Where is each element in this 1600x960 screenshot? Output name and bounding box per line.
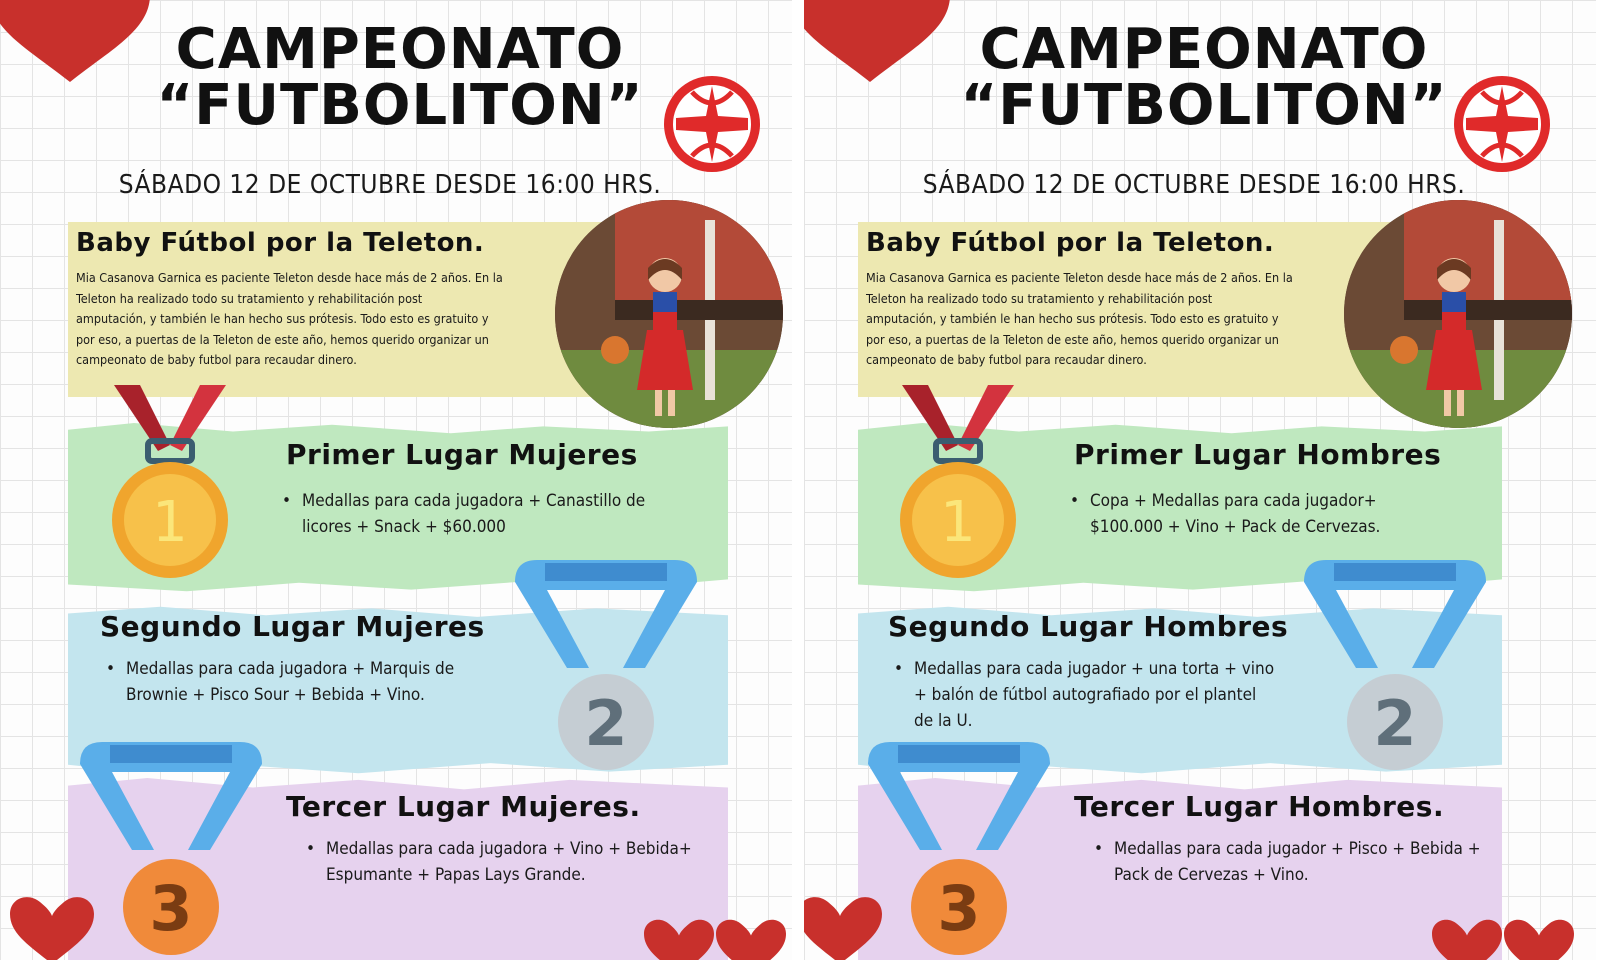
patient-photo [555,200,783,428]
prize-line: Copa + Medallas para cada jugador+ [1090,491,1377,511]
prize-line: Medallas para cada jugadora + Canastillo de [302,491,646,511]
medal-number: 1 [152,490,188,555]
medal-number: 1 [940,490,976,555]
bullet-icon: • [894,659,904,679]
gold-medal-icon [896,385,1020,580]
medal-number: 2 [1373,687,1417,760]
silver-medal-icon [515,560,697,775]
prize-line: $100.000 + Vino + Pack de Cervezas. [1090,517,1381,537]
intro-line: campeonato de baby futbol para recaudar dinero. [76,352,357,367]
prize-line: Pack de Cervezas + Vino. [1114,865,1309,885]
prize-line: Medallas para cada jugador + Pisco + Bebida + [1114,839,1481,859]
second-place-prizes [894,656,1314,734]
bullet-icon: • [1070,491,1080,511]
medal-number: 3 [937,872,981,945]
prize-line: Medallas para cada jugadora + Vino + Bebida+ [326,839,692,859]
prize-line: Medallas para cada jugador + una torta + vino [914,659,1275,679]
title-line2: “FUTBOLITON” [156,73,644,138]
first-place-prizes [1070,488,1470,540]
second-place-prizes [106,656,506,708]
prize-line: Brownie + Pisco Sour + Bebida + Vino. [126,685,425,705]
second-place-title: Segundo Lugar Hombres [888,610,1289,643]
second-place-title: Segundo Lugar Mujeres [100,610,485,643]
intro-text [866,268,1346,371]
heart-icon [804,896,882,960]
heart-icon [10,896,94,960]
prize-line: de la U. [914,711,973,731]
bronze-medal-icon [868,742,1050,960]
intro-line: Teleton ha realizado todo su tratamiento y rehabilitación post [866,290,1213,306]
club-logo-icon [1452,74,1552,174]
intro-line: Mia Casanova Garnica es paciente Teleton desde hace más de 2 años. En la [866,270,1293,285]
prize-line: licores + Snack + $60.000 [302,517,506,537]
gold-medal-icon [108,385,232,580]
silver-medal-icon [1304,560,1486,775]
intro-line: por eso, a puertas de la Teleton de este año, hemos querido organizar un [866,331,1279,347]
title-line2: “FUTBOLITON” [960,73,1448,138]
bullet-icon: • [282,491,292,511]
third-place-prizes [306,836,706,888]
bullet-icon: • [106,659,116,679]
intro-line: amputación, y también le han hecho sus prótesis. Todo esto es gratuito y [76,311,489,326]
event-date: SÁBADO 12 DE OCTUBRE DESDE 16:00 HRS. [118,170,662,200]
intro-heading: Baby Fútbol por la Teleton. [866,228,1275,258]
intro-line: Mia Casanova Garnica es paciente Teleton desde hace más de 2 años. En la [76,270,503,285]
bullet-icon: • [306,839,316,859]
intro-text [76,268,556,371]
heart-icon [1432,918,1502,960]
first-place-title: Primer Lugar Mujeres [286,438,638,471]
intro-line: por eso, a puertas de la Teleton de este año, hemos querido organizar un [76,331,489,347]
third-place-prizes [1094,836,1494,888]
medal-number: 2 [584,687,628,760]
intro-line: campeonato de baby futbol para recaudar dinero. [866,352,1147,367]
title-line1: CAMPEONATO [175,17,625,82]
poster-hombres [804,0,1596,960]
prize-line: + balón de fútbol autografiado por el plantel [914,685,1257,705]
bronze-medal-icon [80,742,262,960]
intro-line: Teleton ha realizado todo su tratamiento y rehabilitación post [76,290,423,306]
heart-icon [644,918,714,960]
club-logo-icon [662,74,762,174]
third-place-title: Tercer Lugar Hombres. [1074,790,1445,823]
prize-line: Espumante + Papas Lays Grande. [326,865,586,885]
poster-mujeres [0,0,792,960]
first-place-prizes [282,488,682,540]
heart-icon [716,918,786,960]
patient-photo [1344,200,1572,428]
divider [792,0,804,960]
intro-line: amputación, y también le han hecho sus prótesis. Todo esto es gratuito y [866,311,1279,326]
title-line1: CAMPEONATO [979,17,1429,82]
bullet-icon: • [1094,839,1104,859]
intro-heading: Baby Fútbol por la Teleton. [76,228,485,258]
medal-number: 3 [149,872,193,945]
prize-line: Medallas para cada jugadora + Marquis de [126,659,455,679]
first-place-title: Primer Lugar Hombres [1074,438,1442,471]
heart-icon [1504,918,1574,960]
event-date: SÁBADO 12 DE OCTUBRE DESDE 16:00 HRS. [922,170,1466,200]
third-place-title: Tercer Lugar Mujeres. [286,790,641,823]
